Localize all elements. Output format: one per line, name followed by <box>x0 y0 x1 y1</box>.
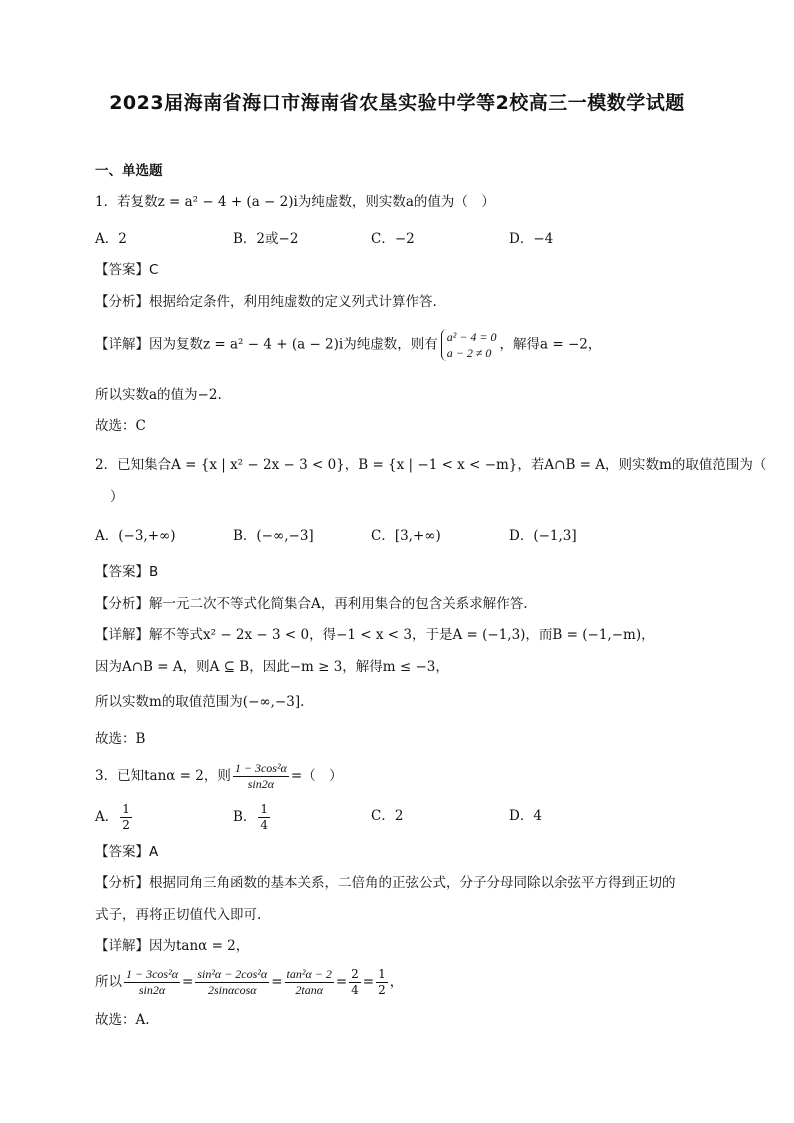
q2-analysis: 【分析】解一元二次不等式化简集合A，再利用集合的包含关系求解作答. <box>95 596 528 612</box>
q1-choice: 故选：C <box>95 418 146 434</box>
q2-choice: 故选：B <box>95 731 146 747</box>
q3-stem-post: =（ ） <box>290 768 343 784</box>
q1-sys-line-2: a − 2 ≠ 0 <box>446 346 492 360</box>
q2-option-d: D．(−1,3] <box>509 528 577 544</box>
q3-stem-fraction <box>233 761 289 792</box>
q3-stem <box>95 761 343 792</box>
q3-detail-2 <box>95 967 403 998</box>
q1-sys-line-1: a² − 4 = 0 <box>446 330 497 344</box>
q3-answer: 【答案】A <box>95 844 159 860</box>
q3-stem-denominator: sin2α <box>247 777 275 791</box>
q3-frac-2 <box>195 967 269 998</box>
q3-option-b <box>233 802 272 833</box>
q3-frac-3-num: tan²α − 2 <box>286 967 332 981</box>
q1-option-c: C．−2 <box>371 231 415 247</box>
q3-frac-3 <box>285 967 334 998</box>
q3-frac-4-den: 4 <box>351 983 359 997</box>
q3-option-a-fraction <box>120 802 132 833</box>
q1-detail-post: ，解得a = −2， <box>499 336 602 353</box>
q1-option-d: D．−4 <box>509 231 554 247</box>
q2-option-c: C．[3,+∞) <box>371 528 441 544</box>
q3-option-a-num: 1 <box>122 802 130 816</box>
q1-option-b: B．2或−2 <box>233 231 299 247</box>
q3-option-b-label: B． <box>233 809 257 825</box>
q3-frac-2-den: 2sinαcosα <box>207 983 257 997</box>
q3-option-c: C．2 <box>371 808 404 824</box>
q3-frac-1-num: 1 − 3cos²α <box>126 967 178 981</box>
q3-detail-2-end: ， <box>389 974 404 990</box>
q3-stem-pre: 3．已知tanα = 2，则 <box>95 768 231 784</box>
q2-detail-3: 所以实数m的取值范围为(−∞,−3]. <box>95 694 305 710</box>
q1-detail <box>95 329 601 361</box>
q1-option-a: A．2 <box>95 231 127 247</box>
q3-analysis-2: 式子，再将正切值代入即可. <box>95 907 262 923</box>
q3-frac-1-den: sin2α <box>138 983 166 997</box>
q2-option-b: B．(−∞,−3] <box>233 528 314 544</box>
q3-frac-3-den: 2tanα <box>295 983 323 997</box>
q3-option-a-label: A． <box>95 809 119 825</box>
equals-sign: = <box>335 974 348 990</box>
q1-stem: 1．若复数z = a² − 4 + (a − 2)i为纯虚数，则实数a的值为（ ） <box>95 194 495 210</box>
section-heading: 一、单选题 <box>95 163 163 179</box>
q2-stem-2: ） <box>110 489 124 505</box>
q3-option-b-num: 1 <box>260 802 269 816</box>
q3-frac-4 <box>349 967 361 998</box>
q3-frac-5 <box>376 967 388 998</box>
q2-stem-1: 2．已知集合A = {x | x² − 2x − 3 < 0}，B = {x | −1 < x < −m}，若A∩B = A，则实数m的取值范围为（ <box>95 457 767 473</box>
q3-frac-5-den: 2 <box>378 983 386 997</box>
q3-option-b-den: 4 <box>260 818 269 832</box>
q3-option-a-den: 2 <box>122 818 130 832</box>
q3-detail-2-pre: 所以 <box>95 974 122 990</box>
q3-option-a <box>95 802 134 833</box>
equals-sign: = <box>271 974 283 990</box>
q3-frac-5-num: 1 <box>378 967 386 981</box>
q2-answer: 【答案】B <box>95 564 159 580</box>
q3-detail-1: 【详解】因为tanα = 2， <box>95 938 250 954</box>
q3-frac-1 <box>124 967 180 998</box>
page-title: 2023届海南省海口市海南省农垦实验中学等2校高三一模数学试题 <box>109 92 685 114</box>
q1-detail-pre: 【详解】因为复数z = a² − 4 + (a − 2)i为纯虚数，则有 <box>95 336 438 353</box>
q2-detail-2: 因为A∩B = A，则A ⊆ B，因此−m ≥ 3，解得m ≤ −3， <box>95 659 449 675</box>
q2-option-a: A．(−3,+∞) <box>95 528 176 544</box>
q3-option-b-fraction <box>258 802 270 833</box>
equals-sign: = <box>362 974 375 990</box>
q3-analysis-1: 【分析】根据同角三角函数的基本关系，二倍角的正弦公式，分子分母同除以余弦平方得到正切的 <box>95 875 676 891</box>
q3-choice: 故选：A. <box>95 1012 150 1028</box>
q3-stem-numerator: 1 − 3cos²α <box>234 761 287 775</box>
equals-sign: = <box>182 974 194 990</box>
q1-detail-2: 所以实数a的值为−2. <box>95 387 222 403</box>
q3-frac-4-num: 2 <box>351 967 359 981</box>
q1-answer: 【答案】C <box>95 262 159 278</box>
q1-analysis: 【分析】根据给定条件，利用纯虚数的定义列式计算作答. <box>95 294 437 310</box>
q3-frac-2-num: sin²α − 2cos²α <box>197 967 268 981</box>
q2-detail-1: 【详解】解不等式x² − 2x − 3 < 0，得−1 < x < 3，于是A = (−1,3)，而B = (−1,−m)， <box>95 627 655 643</box>
q1-equation-system <box>441 329 497 361</box>
q3-option-d: D．4 <box>509 808 542 824</box>
